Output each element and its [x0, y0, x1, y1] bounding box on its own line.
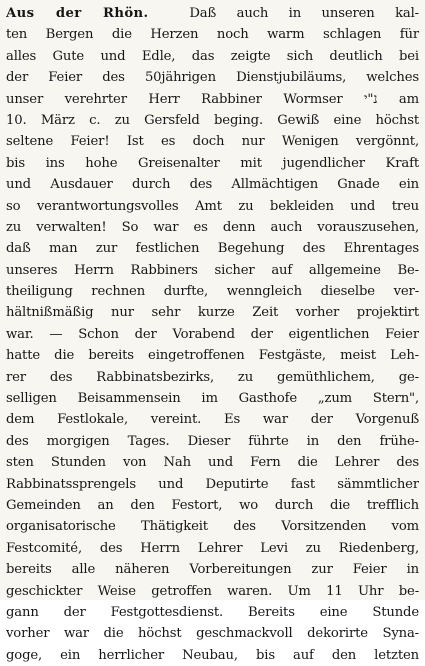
- article-line-11: zu verwalten! So war es denn auch vorauszusehen,: [6, 219, 419, 235]
- article-line-21: des morgigen Tages. Dieser führte in den frühe-: [6, 433, 419, 449]
- article-line-7: seltene Feier! Ist es doch nur Wenigen vergönnt,: [6, 134, 419, 150]
- article-line-25: organisatorische Thätigkeit des Vorsitzenden vom: [6, 519, 419, 535]
- article-line-30: vorher war die höchst geschmackvoll dekorirte Syna-: [6, 626, 419, 642]
- article-line-23: Rabbinatssprengels und Deputirte fast sämmtlicher: [6, 476, 419, 492]
- article-headline: Aus der Rhön.: [6, 6, 149, 21]
- article-line-text: Daß auch in unseren kal-: [189, 6, 419, 21]
- article-line-20: dem Festlokale, vereint. Es war der Vorgenuß: [6, 412, 419, 428]
- article-line-18: rer des Rabbinatsbezirks, zu gemüthlichem, ge-: [6, 369, 419, 385]
- article-line-31: goge, ein herrlicher Neubau, bis auf den letzten: [6, 647, 419, 663]
- article-line-26: Festcomité, des Herrn Lehrer Levi zu Riedenberg,: [6, 540, 419, 556]
- article-line-27: bereits alle näheren Vorbereitungen zur Feier in: [6, 562, 419, 578]
- article-line-22: sten Stunden von Nah und Fern die Lehrer des: [6, 455, 419, 471]
- article-line-10: so verantwortungsvolles Amt zu bekleiden und treu: [6, 198, 419, 214]
- article-line-8: bis ins hohe Greisenalter mit jugendlicher Kraft: [6, 155, 419, 171]
- article-line-28: geschickter Weise getroffen waren. Um 11 Uhr be-: [6, 583, 419, 599]
- article-line-5: unser verehrter Herr Rabbiner Wormser נ"י am: [6, 91, 419, 107]
- article-line-1: [6, 3, 419, 24]
- article-line-29: gann der Festgottesdienst. Bereits eine Stunde: [6, 604, 419, 620]
- article-line-19: selligen Beisammensein im Gasthofe „zum Stern",: [6, 391, 419, 407]
- article-line-14: theiligung rechnen durfte, wenngleich dieselbe ver-: [6, 284, 419, 300]
- article-line-15: hältnißmäßig nur sehr kurze Zeit vorher projektirt: [6, 305, 419, 321]
- article-line-17: hatte die bereits eingetroffenen Festgäste, meist Leh-: [6, 348, 419, 364]
- article-line-9: und Ausdauer durch des Allmächtigen Gnade ein: [6, 177, 419, 193]
- article-line-24: Gemeinden an den Festort, wo durch die trefflich: [6, 497, 419, 513]
- article-line-3: alles Gute und Edle, das zeigte sich deutlich bei: [6, 48, 419, 64]
- article-line-13: unseres Herrn Rabbiners sicher auf allgemeine Be-: [6, 262, 419, 278]
- article-line-2: ten Bergen die Herzen noch warm schlagen für: [6, 27, 419, 43]
- article-line-12: daß man zur festlichen Begehung des Ehrentages: [6, 241, 419, 257]
- article-line-4: der Feier des 50jährigen Dienstjubiläums, welches: [6, 70, 419, 86]
- article-line-6: 10. März c. zu Gersfeld beging. Gewiß eine höchst: [6, 112, 419, 128]
- article-line-16: war. — Schon der Vorabend der eigentlichen Feier: [6, 326, 419, 342]
